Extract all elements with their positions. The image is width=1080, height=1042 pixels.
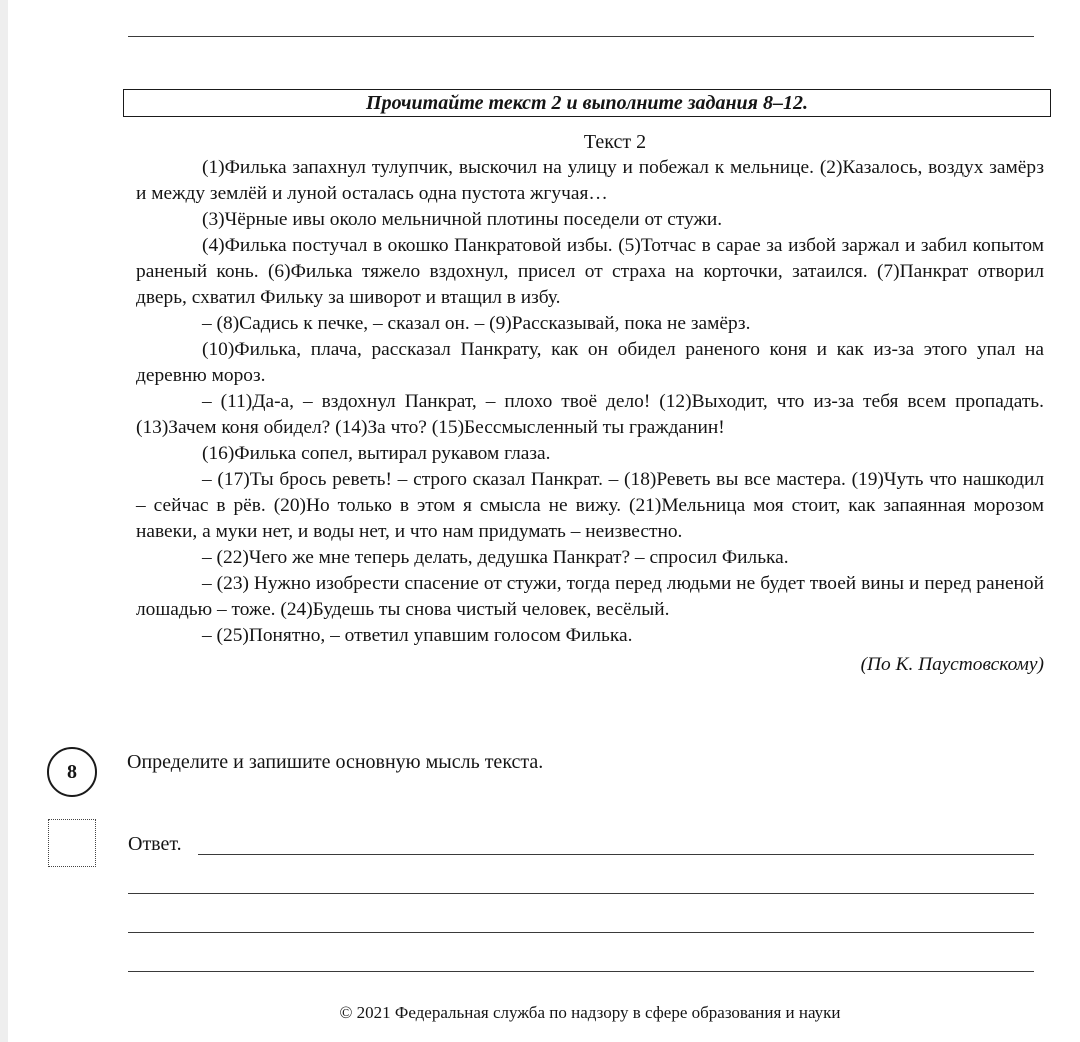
paragraph: – (11)Да-а, – вздохнул Панкрат, – плохо твоё дело! (12)Выходит, что из-за тебя всем пропадать. (13)Зачем коня обидел? (14)За что? (15)Бессмысленный ты гражданин! <box>136 391 1044 438</box>
paragraph: (16)Филька сопел, вытирал рукавом глаза. <box>202 443 551 464</box>
answer-line[interactable] <box>128 932 1034 933</box>
answer-line[interactable] <box>128 971 1034 972</box>
text-source: (По К. Паустовскому) <box>860 654 1044 675</box>
page-edge <box>0 0 8 1042</box>
paragraph: – (17)Ты брось реветь! – строго сказал Панкрат. – (18)Реветь вы все мастера. (19)Чуть что нашкодил – сейчас в рёв. (20)Но только в этом я смысла не вижу. (21)Мельница моя стоит, как запаянная морозом навеки, а муки нет, и воды нет, и что нам придумать – неизвестно. <box>136 469 1044 542</box>
score-box <box>48 819 96 867</box>
text-title: Текст 2 <box>583 131 647 153</box>
top-rule <box>128 36 1034 37</box>
instruction-box <box>123 89 1051 117</box>
answer-line[interactable] <box>128 893 1034 894</box>
reading-text <box>136 155 1044 678</box>
paragraph: (1)Филька запахнул тулупчик, выскочил на улицу и побежал к мельнице. (2)Казалось, воздух замёрз и между землёй и луной осталась одна пустота жгучая… <box>136 157 1044 204</box>
answer-line[interactable] <box>198 854 1034 855</box>
paragraph: – (25)Понятно, – ответил упавшим голосом Филька. <box>202 625 633 646</box>
task-number-badge <box>47 747 97 797</box>
paragraph: (3)Чёрные ивы около мельничной плотины поседели от стужи. <box>202 209 723 230</box>
task-number: 8 <box>67 760 77 783</box>
paragraph: – (23) Нужно изобрести спасение от стужи, тогда перед людьми не будет твоей вины и перед раненой лошадью – тоже. (24)Будешь ты снова чистый человек, весёлый. <box>136 573 1044 620</box>
paragraph: – (8)Садись к печке, – сказал он. – (9)Рассказывай, пока не замёрз. <box>202 313 751 334</box>
copyright-footer: © 2021 Федеральная служба по надзору в сфере образования и науки <box>339 1003 841 1022</box>
answer-label: Ответ. <box>128 833 182 855</box>
instruction-text: Прочитайте текст 2 и выполните задания 8–12. <box>366 91 808 114</box>
paragraph: (4)Филька постучал в окошко Панкратовой избы. (5)Тотчас в сарае за избой заржал и забил копытом раненый конь. (6)Филька тяжело вздохнул, присел от страха на корточки, затаился. (7)Панкрат отворил дверь, схватил Фильку за шиворот и втащил в избу. <box>136 235 1044 308</box>
paragraph: (10)Филька, плача, рассказал Панкрату, как он обидел раненого коня и как из-за этого упал на деревню мороз. <box>136 339 1044 386</box>
paragraph: – (22)Чего же мне теперь делать, дедушка Панкрат? – спросил Филька. <box>202 547 789 568</box>
task-prompt: Определите и запишите основную мысль текста. <box>127 751 544 773</box>
